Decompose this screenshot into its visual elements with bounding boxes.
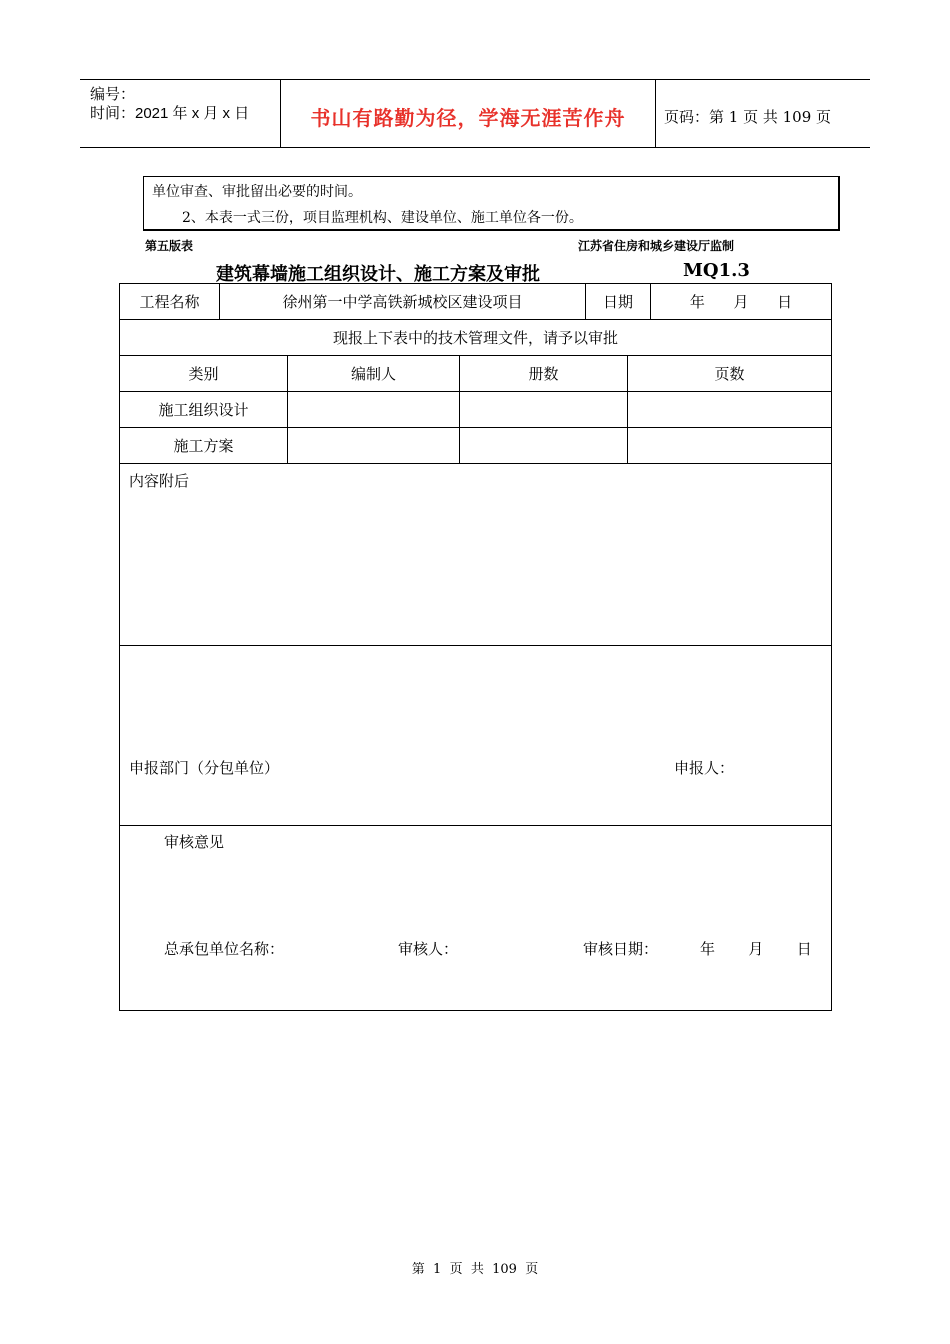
review-date-value: 年 月 日 — [700, 940, 812, 958]
approval-form — [119, 283, 832, 1011]
column-header-compiler: 编制人 — [350, 365, 396, 383]
header-motto-cell — [280, 80, 656, 147]
row-divider — [120, 645, 831, 646]
page-footer: 第 1 页 共 109 页 — [411, 1262, 539, 1277]
form-title: 建筑幕墙施工组织设计、施工方案及审批 — [216, 264, 540, 285]
note-line-2: 2、本表一式三份，项目监理机构、建设单位、施工单位各一份。 — [182, 210, 583, 226]
project-name-value: 徐州第一中学高铁新城校区建设项目 — [282, 293, 523, 311]
table-row-pages — [628, 428, 831, 463]
page-header — [80, 79, 870, 148]
edition-label: 第五版表 — [145, 239, 194, 253]
project-name-label: 工程名称 — [139, 293, 200, 311]
date-label: 日期 — [602, 293, 633, 311]
motto-text: 书山有路勤为径，学海无涯苦作舟 — [310, 106, 626, 130]
column-header-pages: 页数 — [714, 365, 745, 383]
row-divider — [120, 825, 831, 826]
column-header-category: 类别 — [188, 365, 219, 383]
table-row-category: 施工方案 — [173, 437, 234, 455]
table-row-pages — [628, 392, 831, 427]
review-date-label: 审核日期： — [583, 940, 659, 958]
form-code: MQ1.3 — [683, 260, 750, 281]
table-row-volumes — [460, 392, 627, 427]
request-text: 现报上下表中的技术管理文件，请予以审批 — [332, 329, 618, 347]
table-row-compiler — [288, 428, 459, 463]
serial-number-label: 编号： — [90, 86, 136, 103]
header-meta-cell — [80, 80, 280, 147]
table-row-volumes — [460, 428, 627, 463]
column-header-volumes: 册数 — [528, 365, 559, 383]
submitter-label: 申报人： — [674, 759, 735, 777]
table-row-compiler — [288, 392, 459, 427]
instruction-note — [143, 176, 840, 231]
attachment-label: 内容附后 — [129, 472, 190, 490]
review-opinion-label: 审核意见 — [164, 833, 225, 851]
time-label: 时间：2021 年 x 月 x 日 — [90, 105, 250, 122]
note-line-1: 单位审查、审批留出必要的时间。 — [152, 184, 362, 200]
submit-department-label: 申报部门（分包单位） — [129, 759, 280, 777]
table-row-category: 施工组织设计 — [158, 401, 249, 419]
page-info: 页码：第 1 页 共 109 页 — [664, 108, 832, 126]
date-value: 年 月 日 — [689, 293, 793, 311]
row-divider — [120, 463, 831, 464]
header-page-cell — [656, 80, 870, 147]
reviewer-label: 审核人： — [398, 940, 459, 958]
supervisor-label: 江苏省住房和城乡建设厅监制 — [578, 239, 735, 253]
contractor-name-label: 总承包单位名称： — [164, 940, 285, 958]
